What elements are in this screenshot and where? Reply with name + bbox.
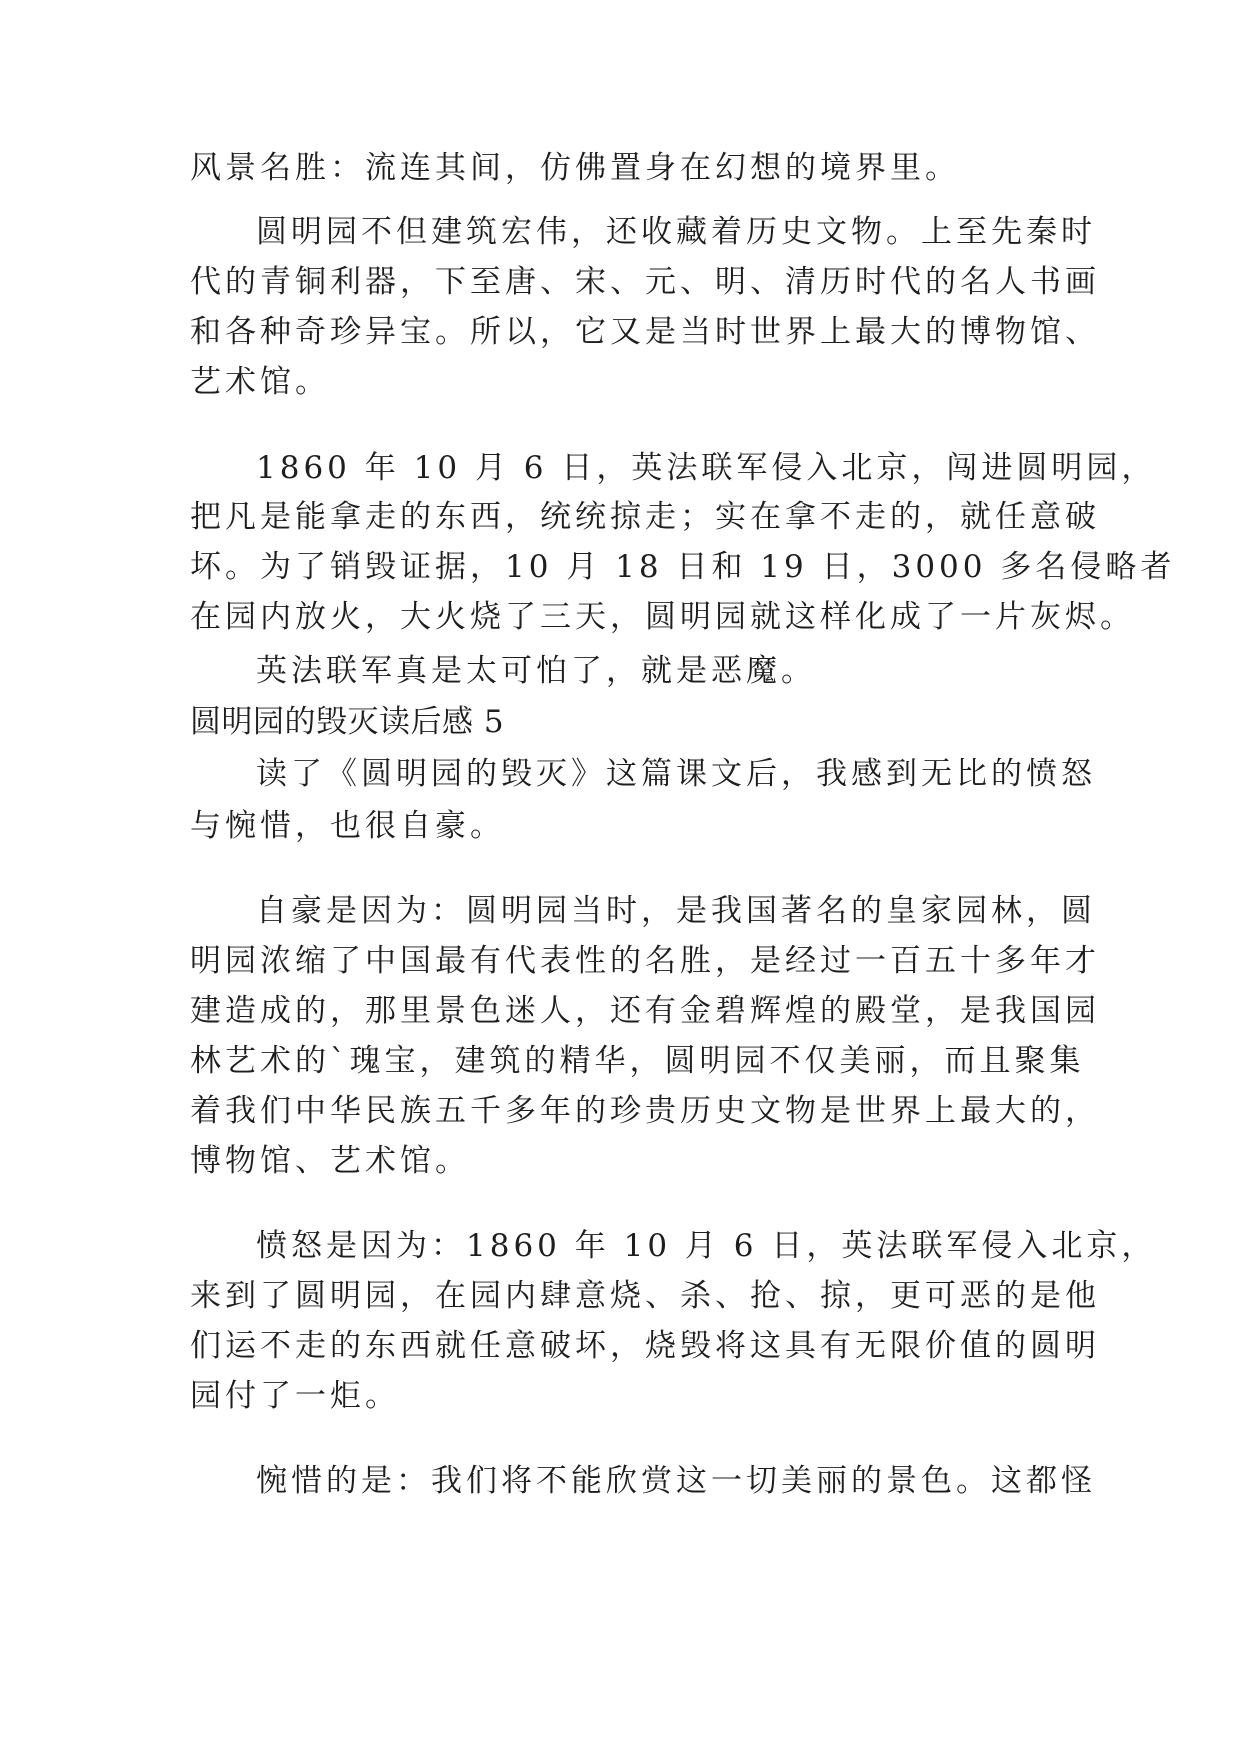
text-line: 着我们中华民族五千多年的珍贵历史文物是世界上最大的， [190, 1093, 1100, 1129]
paragraph-start-line: 惋惜的是：我们将不能欣赏这一切美丽的景色。这都怪 [256, 1463, 1096, 1499]
text-line: 和各种奇珍异宝。所以，它又是当时世界上最大的博物馆、 [190, 314, 1100, 350]
paragraph-start-line: 英法联军真是太可怕了，就是恶魔。 [256, 653, 816, 689]
paragraph-start-line: 读了《圆明园的毁灭》这篇课文后，我感到无比的愤怒 [256, 756, 1096, 792]
section-heading: 圆明园的毁灭读后感 5 [190, 704, 505, 740]
text-line: 林艺术的`瑰宝，建筑的精华，圆明园不仅美丽，而且聚集 [190, 1043, 1085, 1079]
paragraph-start-line: 圆明园不但建筑宏伟，还收藏着历史文物。上至先秦时 [256, 214, 1096, 250]
text-line: 园付了一炬。 [190, 1378, 400, 1414]
paragraph-start-line: 1860 年 10 月 6 日，英法联军侵入北京，闯进圆明园， [256, 450, 1157, 486]
text-line: 来到了圆明园，在园内肆意烧、杀、抢、掠，更可恶的是他 [190, 1278, 1100, 1314]
text-line: 代的青铜利器，下至唐、宋、元、明、清历时代的名人书画 [190, 264, 1100, 300]
text-line: 明园浓缩了中国最有代表性的名胜，是经过一百五十多年才 [190, 943, 1100, 979]
text-line: 坏。为了销毁证据，10 月 18 日和 19 日，3000 多名侵略者 [190, 549, 1176, 585]
text-line: 风景名胜：流连其间，仿佛置身在幻想的境界里。 [190, 150, 960, 186]
paragraph-start-line: 愤怒是因为：1860 年 10 月 6 日，英法联军侵入北京， [256, 1228, 1157, 1264]
text-line: 把凡是能拿走的东西，统统掠走；实在拿不走的，就任意破 [190, 499, 1100, 535]
text-line: 与惋惜，也很自豪。 [190, 808, 505, 844]
text-line: 建造成的，那里景色迷人，还有金碧辉煌的殿堂，是我国园 [190, 993, 1100, 1029]
text-line: 在园内放火，大火烧了三天，圆明园就这样化成了一片灰烬。 [190, 599, 1135, 635]
paragraph-start-line: 自豪是因为：圆明园当时，是我国著名的皇家园林，圆 [256, 893, 1096, 929]
text-line: 们运不走的东西就任意破坏，烧毁将这具有无限价值的圆明 [190, 1328, 1100, 1364]
text-line: 博物馆、艺术馆。 [190, 1143, 470, 1179]
text-line: 艺术馆。 [190, 364, 330, 400]
